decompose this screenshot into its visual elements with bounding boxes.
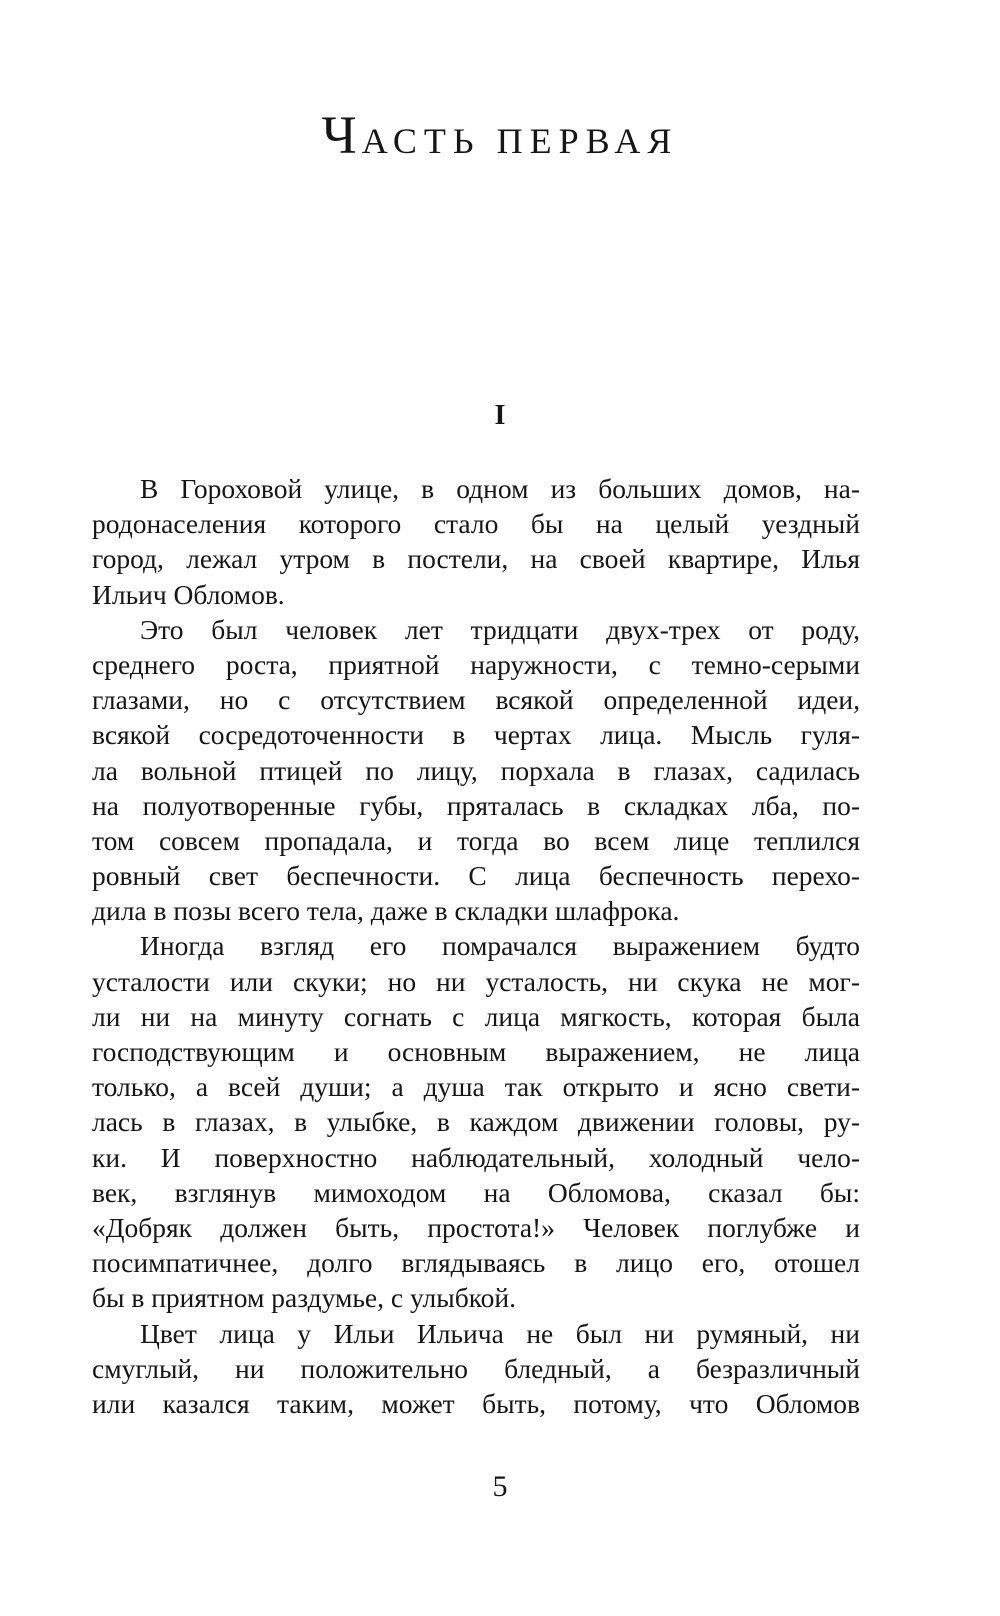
text-line: дила в позы всего тела, даже в складки шлафрока.	[92, 895, 680, 927]
text-line: Цвет лица у Ильи Ильича не был ни румяный, ни	[140, 1317, 860, 1349]
text-line: бы в приятном раздумье, с улыбкой.	[92, 1282, 516, 1314]
text-line: смуглый, ни положительно бледный, а безразличный	[92, 1352, 860, 1384]
text-line: «Добряк должен быть, простота!» Человек поглубже и	[92, 1211, 860, 1243]
chapter-number: I	[494, 400, 506, 431]
part-title-rest: АСТЬ ПЕРВАЯ	[361, 121, 679, 161]
chapter-text	[92, 471, 860, 1421]
text-line: Иногда взгляд его помрачался выражением будто	[140, 930, 860, 962]
text-line: господствующим и основным выражением, не лица	[92, 1036, 860, 1067]
text-line: город, лежал утром в постели, на своей квартире, Илья	[92, 543, 860, 575]
text-line: том совсем пропадала, и тогда во всем лице теплился	[92, 824, 860, 856]
part-title	[0, 105, 1000, 165]
text-line: родонаселения которого стало бы на целый уездный	[92, 508, 860, 540]
text-line: глазами, но с отсутствием всякой определенной идеи,	[92, 684, 860, 716]
text-line: только, а всей души; а душа так открыто и ясно свети-	[92, 1071, 860, 1103]
text-line: посимпатичнее, долго вглядываясь в лицо его, отошел	[92, 1247, 860, 1279]
text-line: лась в глазах, в улыбке, в каждом движении головы, ру-	[92, 1106, 860, 1138]
text-line: усталости или скуки; но ни усталость, ни скука не мог-	[92, 965, 860, 997]
text-line: или казался таким, может быть, потому, что Обломов	[92, 1387, 860, 1419]
text-line: всякой сосредоточенности в чертах лица. Мысль гуля-	[92, 719, 860, 751]
text-line: ли ни на минуту согнать с лица мягкость, которая была	[92, 1000, 860, 1032]
text-line: ки. И поверхностно наблюдательный, холодный чело-	[92, 1141, 860, 1173]
text-line: век, взглянув мимоходом на Обломова, сказал бы:	[92, 1176, 860, 1208]
text-line: ла вольной птицей по лицу, порхала в глазах, садилась	[92, 754, 860, 786]
text-line: Это был человек лет тридцати двух-трех от роду,	[140, 613, 860, 645]
part-title-initial: Ч	[321, 105, 362, 165]
text-line: среднего роста, приятной наружности, с темно-серыми	[92, 648, 860, 680]
text-line: ровный свет беспечности. С лица беспечность перехо-	[92, 860, 860, 892]
text-line: В Гороховой улице, в одном из больших домов, на-	[140, 473, 860, 504]
page-number: 5	[492, 1470, 508, 1503]
text-line: на полуотворенные губы, пряталась в складках лба, по-	[92, 789, 860, 821]
text-line: Ильич Обломов.	[92, 578, 285, 610]
